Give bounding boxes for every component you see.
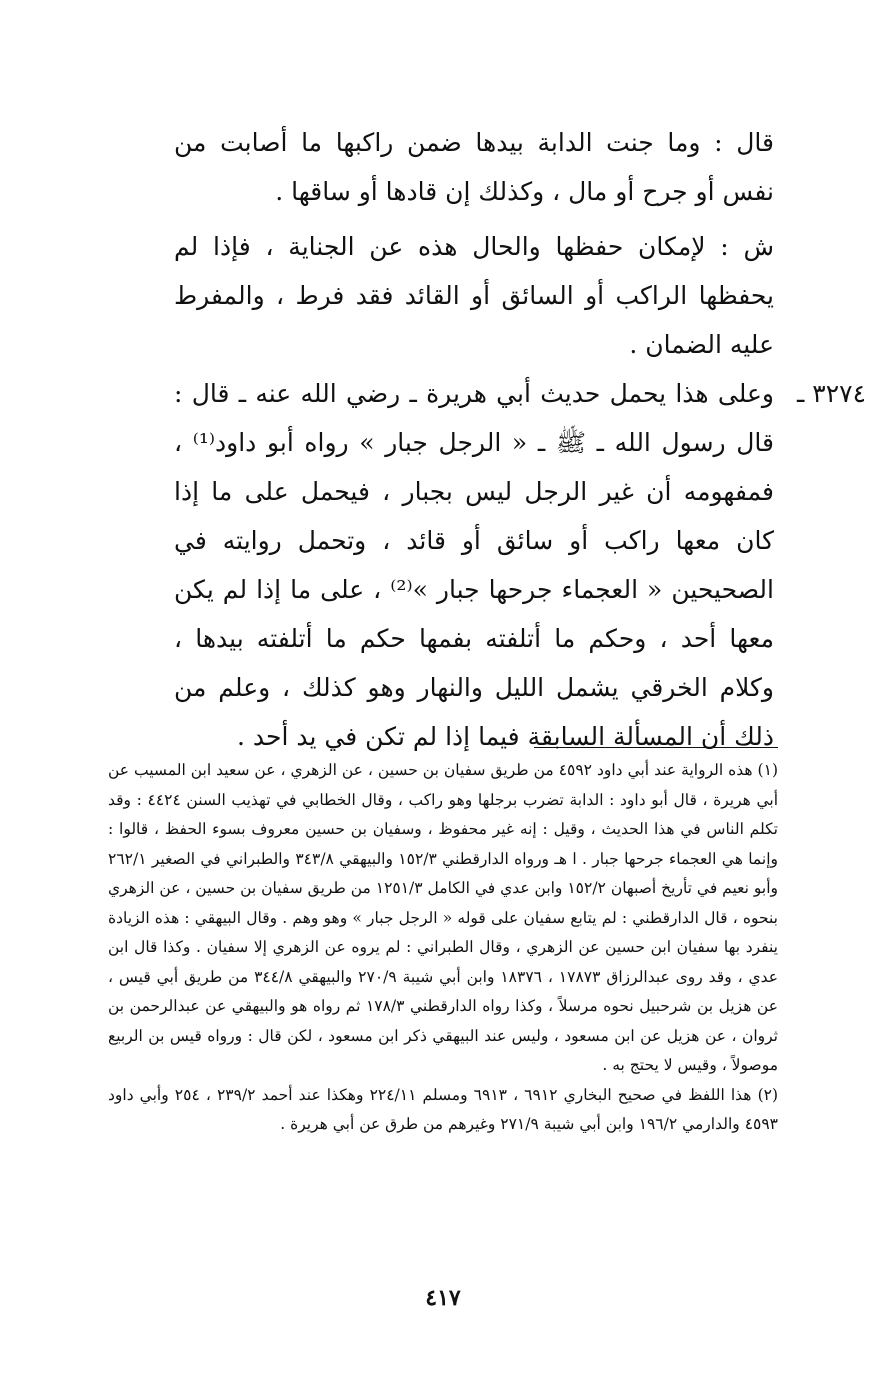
footnote-divider [534,747,778,748]
footnote-1: (١) هذه الرواية عند أبي داود ٤٥٩٢ من طريق سفيان بن حسين ، عن الزهري ، عن سعيد ابن المسيب عن أبي هريرة ، قال أبو داود : الدابة تضرب برجلها وهو راكب ، وقال الخطابي في تهذيب السنن ٤٤٢٤ : وقد تكلم الناس في هذا الحديث ، وقيل : إنه غير محفوظ ، وسفيان بن حسين معروف بسوء الحفظ ، قالوا : وإنما هي العجماء جرحها جبار . ا هـ ورواه الدارقطني ١٥٢/٣ والبيهقي ٣٤٣/٨ والطبراني في الصغير ٢٦٢/١ وأبو نعيم في تأريخ أصبهان ١٥٢/٢ وابن عدي في الكامل ١٢٥١/٣ من طريق سفيان بن حسين ، عن الزهري بنحوه ، قال الدارقطني : لم يتابع سفيان على قوله « الرجل جبار » وهو وهم . وقال البيهقي : هذه الزيادة ينفرد بها سفيان ابن حسين عن الزهري ، وقال الطبراني : لم يروه عن الزهري إلا سفيان . وكذا قال ابن عدي ، وقد روى عبدالرزاق ١٧٨٧٣ ، ١٨٣٧٦ وابن أبي شيبة ٢٧٠/٩ والبيهقي ٣٤٤/٨ من طريق أبي قيس ، عن هزيل بن شرحبيل نحوه مرسلاً ، وكذا رواه الدارقطني ١٧٨/٣ ثم رواه هو والبيهقي عن عبدالرحمن بن ثروان ، عن هزيل عن ابن مسعود ، وليس عند البيهقي ذكر ابن مسعود ، لكن قال : ورواه قيس بن الربيع موصولاً ، وقيس لا يحتج به . [108,761,778,1074]
numbered-paragraph [174,369,866,761]
footnotes [108,756,778,1140]
footnote-2: (٢) هذا اللفظ في صحيح البخاري ٦٩١٢ ، ٦٩١٣ ومسلم ٢٢٤/١١ وهكذا عند أحمد ٢٣٩/٢ ، ٢٥٤ وأبي داود ٤٥٩٣ والدارمي ١٩٦/٢ وابن أبي شيبة ٢٧١/٩ وغيرهم من طرق عن أبي هريرة . [108,1085,779,1133]
paragraph-sharh: ش : لإمكان حفظها والحال هذه عن الجناية ، فإذا لم يحفظها الراكب أو السائق أو القائد فقد فرط ، والمفرط عليه الضمان . [174,232,774,359]
paragraph-number: ٣٢٧٤ ـ [797,379,866,408]
paragraph-hadith: وعلى هذا يحمل حديث أبي هريرة ـ رضي الله عنه ـ قال : قال رسول الله ـ ﷺ ـ « الرجل جبار » رواه أبو داود⁽¹⁾ ، فمفهومه أن غير الرجل ليس بجبار ، فيحمل على ما إذا كان معها راكب أو سائق أو قائد ، وتحمل روايته في الصحيحين « العجماء جرحها جبار »⁽²⁾ ، على ما إذا لم يكن معها أحد ، وحكم ما أتلفته بفمها حكم ما أتلفته بيدها ، وكلام الخرقي يشمل الليل والنهار وهو كذلك ، وعلم من ذلك أن المسألة السابقة فيما إذا لم تكن في يد أحد . [174,379,774,751]
main-text [174,118,866,761]
page-number: ٤١٧ [425,1285,461,1311]
paragraph-matn: قال : وما جنت الدابة بيدها ضمن راكبها ما أصابت من نفس أو جرح أو مال ، وكذلك إن قادها أو ساقها . [174,128,774,206]
